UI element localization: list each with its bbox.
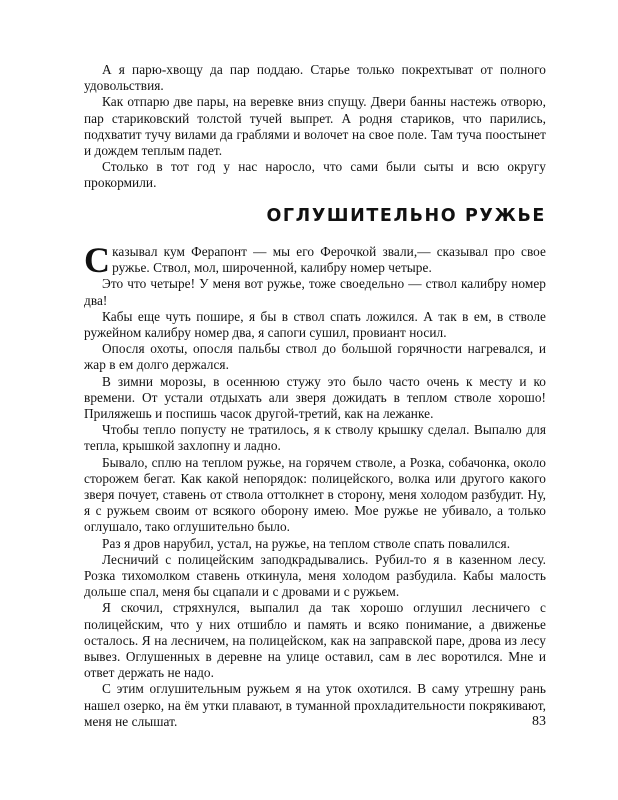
section-title: ОГЛУШИТЕЛЬНО РУЖЬЕ [266, 206, 546, 226]
paragraph: Лесничий с полицейским заподкрадывались. Рубил-то я в казенном лесу. Розка тихомолком ставень откинула, меня холодом разбудила. Кабы малость дольше спал, меня бы сцапали и с дровами и с ружьем. [84, 551, 546, 600]
paragraph: Кабы еще чуть пошире, я бы в ствол спать ложился. А так в ем, в стволе ружейном калибру номер два, я сапоги сушил, провиант носил. [84, 308, 546, 341]
paragraph: А я парю-хвощу да пар поддаю. Старье только покрехтыват от полного удовольствия. [84, 62, 546, 94]
top-text-block [84, 62, 546, 192]
paragraph: Это что четыре! У меня вот ружье, тоже своедельно — ствол калибру номер два! [84, 276, 546, 308]
paragraph: Чтобы тепло попусту не тратилось, я к стволу крышку сделал. Выпалю для тепла, крышкой захлопну и ладно. [84, 422, 546, 454]
page-number: 83 [532, 714, 546, 729]
story-text-block [84, 240, 546, 730]
paragraph: Столько в тот год у нас наросло, что сами были сыты и всю округу прокормили. [84, 159, 546, 191]
paragraph: Как отпарю две пары, на веревке вниз спущу. Двери банны настежь отворю, пар стариковский толстой тучей выпрет. А родня стариков, что парились, подхватит тучу вилами да граблями и волочет на свое поле. Там туча поостынет и дождем теплым падет. [84, 94, 546, 159]
paragraph: Раз я дров нарубил, устал, на ружье, на теплом стволе спать повалился. [102, 535, 511, 551]
paragraph: Бывало, сплю на теплом ружье, на горячем стволе, а Розка, собачонка, около сторожем бегат. Как какой непорядок: полицейского, волка или другого какого зверя почует, ставень от ствола оттолкнет в сторону, меня холодом разбудит. Ну, я с ружьем своим от всякого оборону имею. Мое ружье не убивало, а только оглушало, тако оглушительно было. [84, 454, 546, 535]
first-paragraph-text: казывал кум Ферапонт — мы его Ферочкой звали,— сказывал про свое ружье. Ствол, мол, широченной, калибру номер четыре. [112, 244, 546, 276]
drop-cap: С [84, 240, 111, 280]
paragraph: Опосля охоты, опосля пальбы ствол до большой горячности нагревался, и жар в ем долго держался. [84, 341, 546, 373]
paragraph: С этим оглушительным ружьем я на уток охотился. В саму утрешну рань нашел озерко, на ём утки плавают, в туманной прохладительности покрякивают, меня не слышат. [84, 681, 546, 729]
paragraph: Я скочил, стряхнулся, выпалил да так хорошо оглушил лесничего с полицейским, что у них отшибло и память и всяко понимание, а движенье осталось. Я на лесничем, на полицейском, как на заправской паре, дрова из лесу вывез. Оглушенных в деревне на улице оставил, сам в лес воротился. Мне и ответ держать не надо. [84, 600, 546, 681]
first-paragraph [84, 240, 546, 280]
paragraph: В зимни морозы, в осеннюю стужу это было часто очень к месту и ко времени. От устали отдыхать али зверя дожидать в теплом стволе хорошо! Приляжешь и поспишь часок другой-третий, как на лежанке. [84, 373, 546, 422]
